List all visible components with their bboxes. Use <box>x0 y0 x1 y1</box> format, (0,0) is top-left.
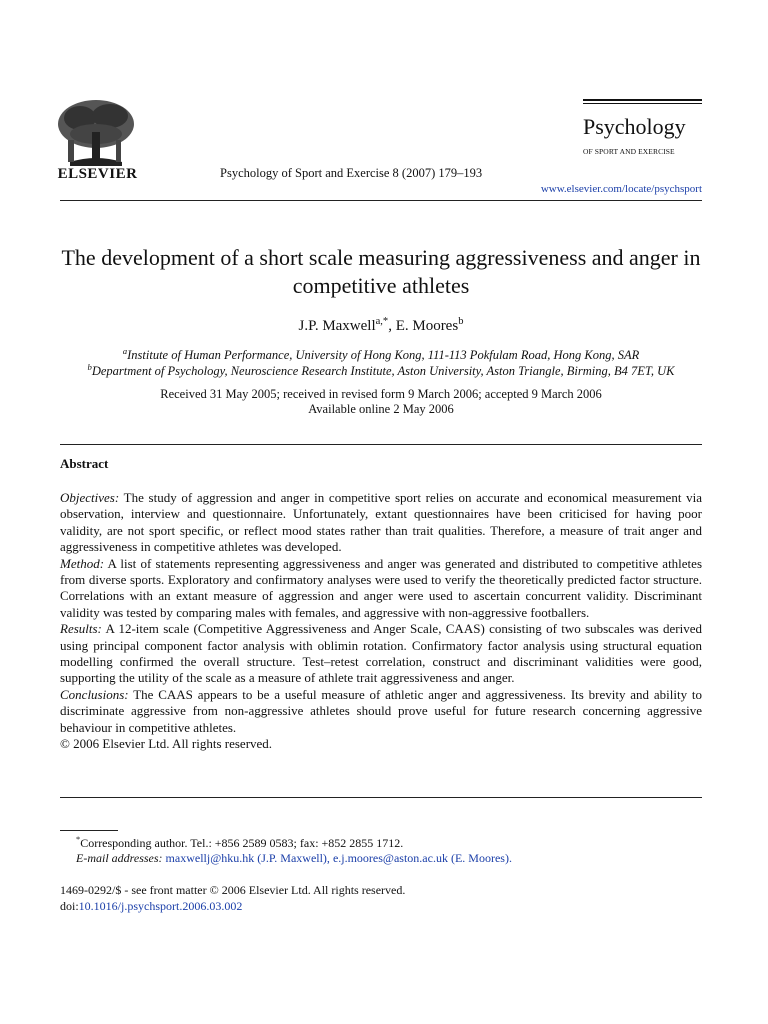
affiliation-text: Department of Psychology, Neuroscience Research Institute, Aston University, Aston Triangle, Birming, B4 7ET, UK <box>91 364 675 379</box>
masthead-rule <box>583 99 702 101</box>
doi-label: doi: <box>60 899 79 913</box>
footnote-mark: * <box>76 835 81 844</box>
abstract-divider <box>60 797 702 798</box>
section-text: The CAAS appears to be a useful measure of athletic anger and aggressiveness. Its brevity and ability to discriminate aggressive from non-aggressive athletes should prove useful for future research concerning aggressive behaviour in competitive athletes. <box>60 686 702 735</box>
doi-link[interactable]: 10.1016/j.psychsport.2006.03.002 <box>78 899 243 913</box>
footnote-rule <box>60 830 118 831</box>
author-list <box>60 316 702 335</box>
header-divider <box>60 200 702 201</box>
affiliation-mark: b <box>87 362 92 372</box>
affiliation-mark: a <box>122 346 128 356</box>
masthead-rule-thin <box>583 103 702 104</box>
masthead-title: Psychology <box>583 114 686 139</box>
section-text: A list of statements representing aggressiveness and anger was generated and distributed to competitive athletes from diverse sports. Exploratory and confirmatory analyses were used to verify the theoretically predicted factor structure. Correlations with an extant measure of aggression and anger were used to ascertain concurrent validity. Discriminant validity was tested by comparing males with females, and aggressive with non-aggressive footballers. <box>60 555 702 620</box>
section-label: Results: <box>60 621 102 637</box>
email-owner: (J.P. Maxwell), <box>254 851 333 865</box>
affiliation-b <box>60 362 702 379</box>
email-link[interactable]: maxwellj@hku.hk <box>165 851 255 865</box>
footnote-text: Corresponding author. Tel.: +856 2589 0583; fax: +852 2855 1712. <box>80 836 404 850</box>
affiliation-a <box>60 346 702 363</box>
author-separator: , <box>388 318 396 334</box>
abstract-conclusions <box>60 687 702 736</box>
author-marks[interactable]: a,* <box>375 316 389 327</box>
section-text: The study of aggression and anger in competitive sport relies on accurate and economical measurement via observation, interview and questionnaire. Unfortunately, extant questionnaires have been criticised for having poor validity, are not sport specific, or reflect mood states rather than trait qualities. Therefore, a measure of trait anger and aggressiveness in competitive athletes was developed. <box>60 490 702 555</box>
section-text: A 12-item scale (Competitive Aggressiveness and Anger Scale, CAAS) consisting of two subscales was derived using principal component factor analysis with oblimin rotation. Confirmatory factor analysis using structural equation modelling confirmed the overall structure. Test–retest correlation, construct and discriminant validities were good, supporting the utility of the scale as a measure of athlete trait aggressiveness and anger. <box>60 621 702 686</box>
email-label: E-mail addresses: <box>76 851 163 865</box>
online-date: Available online 2 May 2006 <box>308 402 454 416</box>
email-addresses <box>76 851 512 866</box>
journal-citation: Psychology of Sport and Exercise 8 (2007) 179–193 <box>220 166 483 180</box>
affiliation-text: Institute of Human Performance, University of Hong Kong, 111-113 Pokfulam Road, Hong Kong, SAR <box>127 348 640 363</box>
abstract-copyright: © 2006 Elsevier Ltd. All rights reserved. <box>60 736 273 752</box>
abstract-method <box>60 556 702 622</box>
abstract-results <box>60 621 702 687</box>
journal-url-link[interactable]: www.elsevier.com/locate/psychsport <box>540 183 702 195</box>
article-title: The development of a short scale measuring aggressiveness and anger in competitive athletes <box>61 245 701 298</box>
email-link[interactable]: e.j.moores@aston.ac.uk <box>332 851 448 865</box>
doi-line <box>60 899 242 914</box>
email-owner: (E. Moores). <box>447 851 512 865</box>
author-marks[interactable]: b <box>458 316 464 327</box>
author-name: E. Moores <box>395 318 459 334</box>
abstract-heading: Abstract <box>60 456 109 471</box>
masthead-subtitle: OF SPORT AND EXERCISE <box>583 147 675 156</box>
publisher-name: ELSEVIER <box>57 166 138 182</box>
section-label: Objectives: <box>60 490 120 505</box>
title-divider <box>60 444 702 445</box>
abstract-body <box>60 490 702 753</box>
received-dates: Received 31 May 2005; received in revised form 9 March 2006; accepted 9 March 2006 <box>160 387 602 401</box>
abstract-objectives <box>60 490 702 556</box>
corresponding-author-note <box>76 835 403 851</box>
author-name: J.P. Maxwell <box>298 318 376 334</box>
section-label: Conclusions: <box>60 686 129 702</box>
front-matter-note: 1469-0292/$ - see front matter © 2006 Elsevier Ltd. All rights reserved. <box>60 883 406 897</box>
section-label: Method: <box>60 555 105 571</box>
